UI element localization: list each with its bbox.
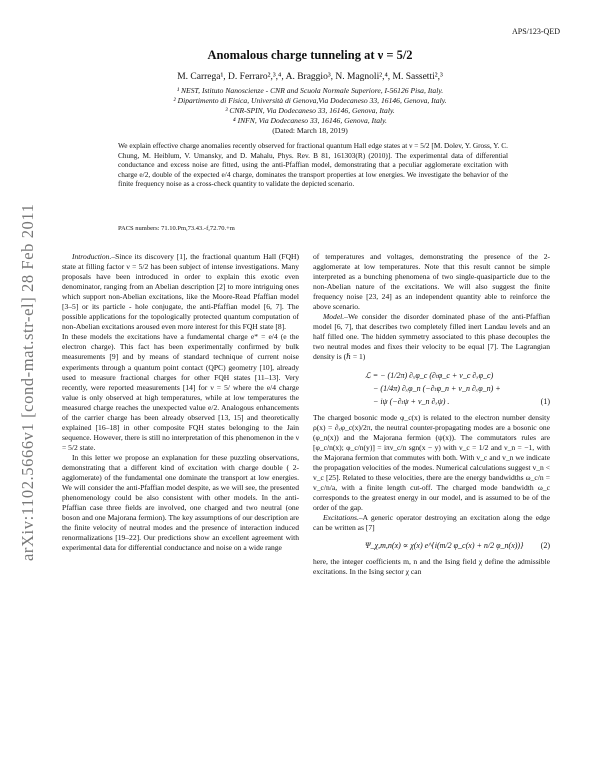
section-lead: Excitations. [323, 512, 359, 522]
paragraph: The charged bosonic mode φ_c(x) is related to the electron number density ρ(x) = ∂ₓφ_c(x)/2π, the neutral counter-propagating modes are a bosonic one (φ_n(x)) and the Majorana fermion (ψ(x)). The commutators rules are [φ_c/n(x); φ_c/n(y)] = iπν_c/n sgn(x − y) with ν_c = 1/2 and ν_n = −1, with the Majorana fermion that commutes with both. With v_c and v_n we indicate the propagation velocities of the modes. Numerical calculations suggest v_n < v_c [25]. Related to these velocities, there are the energy bandwidths ω_c/n = v_c/n/a, with a finite length cut-off. The charged mode bandwidth ω_c corresponds to the greatest energy in our model, and is assumed to be of the order of the gap. [313, 412, 550, 512]
abstract: We explain effective charge anomalies recently observed for fractional quantum Hall edge states at ν = 5/2 [M. Dolev, Y. Gross, Y. C. Chung, M. Heiblum, V. Umansky, and D. Mahalu, Phys. Rev. B 81, 161303(R) (2010)]. The experimental data of differential conductance and excess noise are fitted, using the anti-Pfaffian model, demonstrating that a peculiar agglomerate excitation with charge e/2, double of the expected e/4 charge, dominates the transport properties at low energies. We investigate the behavior of the finite frequency noise as a cross-check quantity to validate the depicted scenario. [118, 141, 508, 189]
equation-number: (2) [540, 541, 550, 551]
equation-line: − iψ (−∂ₜψ + v_n ∂ₓψ) . (1) [373, 396, 550, 406]
right-column [313, 252, 550, 577]
affiliation-3: ³ CNR-SPIN, Via Dodecaneso 33, 16146, Genova, Italy. [225, 106, 395, 115]
equation-line: ℒ = − (1/2π) ∂ₓφ_c (∂ₜφ_c + v_c ∂ₓφ_c) [365, 370, 494, 380]
arxiv-stamp: arXiv:1102.5666v1 [cond-mat.str-el] 28 Feb 2011 [18, 203, 37, 561]
affiliation-2: ² Dipartimento di Fisica, Università di Genova,Via Dodecaneso 33, 16146, Genova, Italy. [173, 96, 447, 105]
section-lead: Model. [323, 312, 345, 322]
paper-title: Anomalous charge tunneling at ν = 5/2 [207, 48, 413, 62]
paragraph: In these models the excitations have a fundamental charge e* = e/4 (e the electron charge). This fact has been experimentally confirmed by bulk measurements [9] and by means of standard technique of current noise experiments through a quantum point contact (QPC) geometry [10], already used to measure fractional charges for other FQH states [11–13]. Very recently, were reported measurements [14] for ν = 5/ where the e/4 charge value is only observed at high temperatures, while at low temperatures the measured charge reaches the unexpected value e/2. Analogous enhancements of the carrier charge has been already observed [13, 15] and theoretically explained [16–18] in other composite FQH states belonging to the Jain sequence. However, there is still no interpretation of this phenomenon in the ν = 5/2 state. [62, 332, 299, 452]
equation-line: Ψ_χ,m,n(x) ∝ χ(x) e^{i(m/2 φ_c(x) + n/2 φ_n(x))} (2) [365, 541, 550, 551]
paragraph-excitations: Excitations.–A generic operator destroying an excitation along the edge can be written as [7] [313, 512, 550, 533]
author-list: M. Carrega¹, D. Ferraro²,³,⁴, A. Braggio³, N. Magnoli²,⁴, M. Sassetti²,³ [177, 72, 443, 82]
affiliations [70, 86, 550, 136]
report-number: APS/123-QED [511, 27, 560, 36]
paragraph: of temperatures and voltages, demonstrating the presence of the 2-agglomerate at low temperatures. Note that this result cannot be simple interpreted as a bunching phenomena of two single-quasiparticle due to the non-Abelian nature of the excitations. We will also suggest the finite frequency noise [23, 24] as an independent quantity able to reinforce the above scenario. [313, 252, 550, 312]
equation-number: (1) [540, 396, 550, 406]
paragraph: In this letter we propose an explanation for these puzzling observations, demonstrating that a different kind of excitation with charge double ( 2-agglomerate) of the fundamental one dominate the transport at low energies. We will consider the anti-Pfaffian model despite, as we will see, the presented phenomenology could be also consistent with other models. In the anti-Pfaffian case three fields are involved, one charged and two neutral (one boson and one Majorana fermion). The key assumptions of our description are the finite velocity of neutral modes and the presence of interaction induced renormalizations [19–22]. Our predictions show an excellent agreement with experimental data for differential conductance and noise on a wide range [62, 452, 299, 553]
affiliation-1: ¹ NEST, Istituto Nanoscienze - CNR and Scuola Normale Superiore, I-56126 Pisa, Italy. [176, 86, 444, 95]
equation-1 [313, 369, 550, 408]
left-column [62, 252, 299, 553]
paragraph-model: Model.–We consider the disorder dominated phase of the anti-Pfaffian model [6, 7], that describes two completely filled inert Landau levels and an half filled one. The hidden symmetry associated to this phase decouples the two neutral modes and fixes their velocity to be equal [7]. The Lagrangian density is (ℏ = 1) [313, 312, 550, 362]
paragraph-introduction: Introduction.–Since its discovery [1], the fractional quantum Hall (FQH) state at filling factor ν = 5/2 has been subject of intense investigations. Many proposals have been introduced in order to explain this exotic even denominator, ranging from an Abelian description [2] to more intriguing ones which support non-Abelian excitations, like the Moore-Read Pfaffian model [3–5] or its particle - hole conjugate, the anti-Pfaffian model [6, 7]. The possible applications for the topologically protected quantum computation of non-Abelian excitations aroused even more interest for this FQH state [8]. [62, 252, 299, 332]
section-lead: Introduction. [72, 252, 112, 261]
date-line: (Dated: March 18, 2019) [272, 126, 348, 135]
affiliation-4: ⁴ INFN, Via Dodecaneso 33, 16146, Genova, Italy. [233, 116, 387, 125]
equation-line: − (1/4π) ∂ₓφ_n (−∂ₜφ_n + v_n ∂ₓφ_n) + [373, 383, 501, 393]
pacs-numbers: PACS numbers: 71.10.Pm,73.43.-f,72.70.+m [118, 225, 235, 232]
paragraph: here, the integer coefficients m, n and the Ising field χ define the admissible excitations. In the Ising sector χ can [313, 557, 550, 577]
equation-2 [313, 539, 550, 552]
